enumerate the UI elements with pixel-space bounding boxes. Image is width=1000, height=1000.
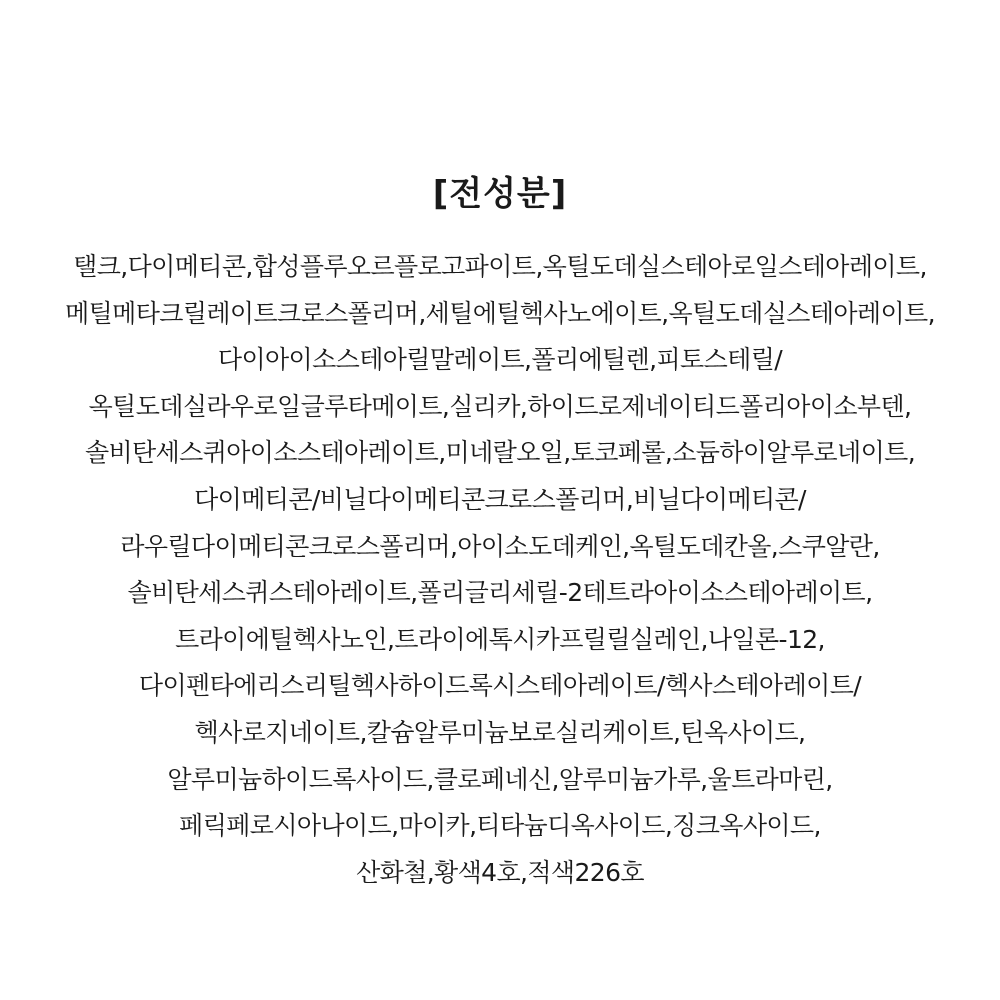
ingredient-line: 다이펜타에리스리틸헥사하이드록시스테아레이트/헥사스테아레이트/ <box>138 671 862 701</box>
ingredient-line: 페릭페로시아나이드,마이카,티타늄디옥사이드,징크옥사이드, <box>179 811 821 841</box>
ingredient-line: 트라이에틸헥사노인,트라이에톡시카프릴릴실레인,나일론-12, <box>175 624 825 654</box>
ingredient-line: 라우릴다이메티콘크로스폴리머,아이소도데케인,옥틸도데칸올,스쿠알란, <box>120 531 880 561</box>
ingredient-line: 산화철,황색4호,적색226호 <box>356 857 644 887</box>
ingredient-line: 알루미늄하이드록사이드,클로페네신,알루미늄가루,울트라마린, <box>167 764 833 794</box>
ingredients-title: [전성분] <box>432 174 568 214</box>
ingredient-line: 솔비탄세스퀴아이소스테아레이트,미네랄오일,토코페롤,소듐하이알루로네이트, <box>84 438 916 468</box>
ingredient-line: 헥사로지네이트,칼슘알루미늄보로실리케이트,틴옥사이드, <box>194 717 806 747</box>
ingredient-line: 다이메티콘/비닐다이메티콘크로스폴리머,비닐다이메티콘/ <box>194 484 806 514</box>
ingredient-line: 옥틸도데실라우로일글루타메이트,실리카,하이드로제네이티드폴리아이소부텐, <box>88 391 912 421</box>
ingredient-line: 탤크,다이메티콘,합성플루오르플로고파이트,옥틸도데실스테아로일스테아레이트, <box>73 252 927 281</box>
ingredient-line: 솔비탄세스퀴스테아레이트,폴리글리세릴-2테트라아이소스테아레이트, <box>127 578 873 608</box>
ingredients-list <box>0 244 1000 896</box>
ingredient-line: 메틸메타크릴레이트크로스폴리머,세틸에틸헥사노에이트,옥틸도데실스테아레이트, <box>65 298 935 328</box>
ingredient-line: 다이아이소스테아릴말레이트,폴리에틸렌,피토스테릴/ <box>217 345 783 375</box>
